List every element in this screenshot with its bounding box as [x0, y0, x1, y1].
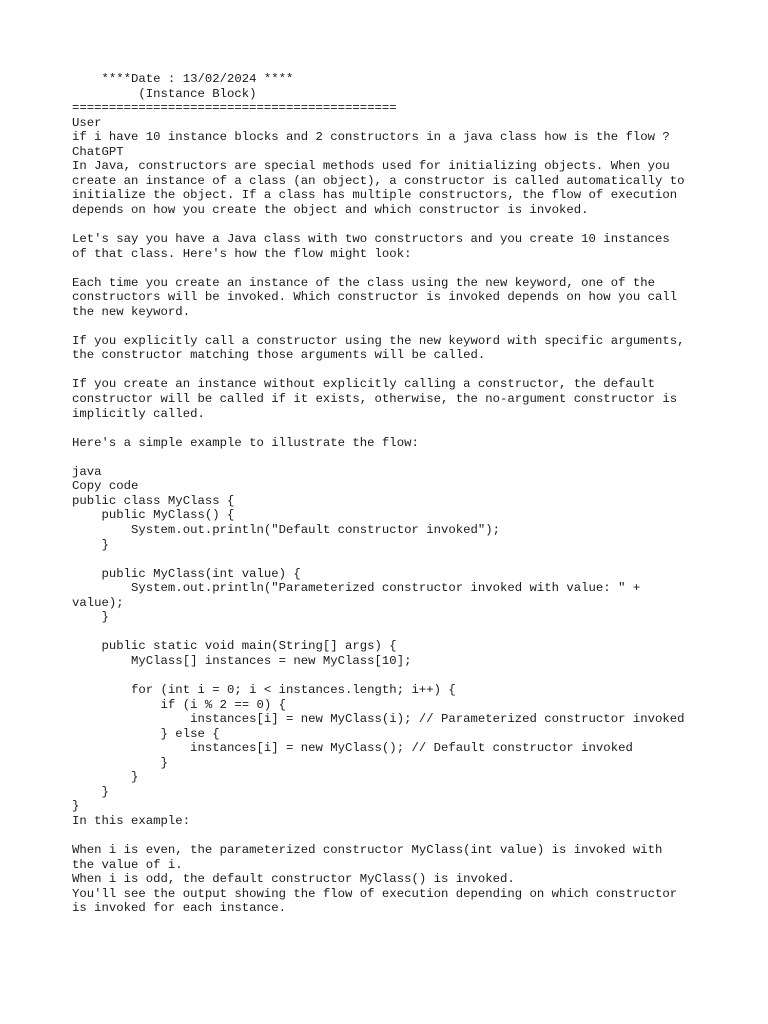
code-line: } — [72, 799, 80, 814]
code-line: } else { — [72, 726, 220, 741]
answer-text-line: Here's a simple example to illustrate the flow: — [72, 435, 419, 450]
blank-line — [72, 319, 712, 334]
answer-text-line: initialize the object. If a class has multiple constructors, the flow of execution — [72, 188, 678, 203]
answer-text-line: Each time you create an instance of the class using the new keyword, one of the — [72, 275, 655, 290]
code-line: public static void main(String[] args) { — [72, 639, 397, 654]
code-line: System.out.println("Default constructor invoked"); — [72, 522, 501, 537]
code-line: MyClass[] instances = new MyClass[10]; — [72, 653, 412, 668]
blank-line — [72, 421, 712, 436]
code-line: instances[i] = new MyClass(); // Default constructor invoked — [72, 741, 633, 756]
code-line: } — [72, 784, 109, 799]
separator-line: ============================================ — [72, 101, 397, 116]
copy-code-label: Copy code — [72, 479, 139, 494]
code-line: System.out.println("Parameterized constructor invoked with value: " + — [72, 581, 641, 596]
answer-text-line: constructors will be invoked. Which constructor is invoked depends on how you call — [72, 290, 678, 305]
blank-line — [72, 261, 712, 276]
code-line: } — [72, 770, 139, 785]
code-line: public MyClass() { — [72, 508, 235, 523]
code-line: instances[i] = new MyClass(i); // Parameterized constructor invoked — [72, 712, 685, 727]
speaker-label-assistant: ChatGPT — [72, 144, 124, 159]
speaker-label-user: User — [72, 115, 102, 130]
blank-line — [72, 828, 712, 843]
answer-text-line: is invoked for each instance. — [72, 901, 287, 916]
code-line: if (i % 2 == 0) { — [72, 697, 287, 712]
answer-text-line: of that class. Here's how the flow might look: — [72, 246, 412, 261]
answer-text-line: In this example: — [72, 813, 191, 828]
code-line — [72, 668, 712, 683]
document-page — [72, 72, 712, 916]
answer-text-line: When i is even, the parameterized constructor MyClass(int value) is invoked with — [72, 842, 663, 857]
code-line — [72, 552, 712, 567]
answer-text-line: You'll see the output showing the flow of execution depending on which constructor — [72, 886, 678, 901]
answer-text-line: create an instance of a class (an object), a constructor is called automatically to — [72, 173, 685, 188]
code-line: public MyClass(int value) { — [72, 566, 301, 581]
answer-text-line: constructor will be called if it exists, otherwise, the no-argument constructor is — [72, 392, 678, 407]
date-line: ****Date : 13/02/2024 **** — [72, 72, 294, 86]
code-line: } — [72, 610, 109, 625]
answer-text-line: If you create an instance without explicitly calling a constructor, the default — [72, 377, 655, 392]
blank-line — [72, 450, 712, 465]
code-language-label: java — [72, 464, 102, 479]
code-line: public class MyClass { — [72, 493, 235, 508]
blank-line — [72, 217, 712, 232]
answer-text-line: In Java, constructors are special methods used for initializing objects. When you — [72, 159, 670, 174]
answer-text-line: If you explicitly call a constructor using the new keyword with specific arguments, — [72, 333, 685, 348]
answer-text-line: the new keyword. — [72, 304, 191, 319]
answer-text-line: the constructor matching those arguments will be called. — [72, 348, 486, 363]
doc-subtitle: (Instance Block) — [72, 86, 257, 101]
answer-text-line: implicitly called. — [72, 406, 205, 421]
answer-text-line: the value of i. — [72, 857, 183, 872]
code-line: for (int i = 0; i < instances.length; i++) { — [72, 682, 456, 697]
code-line: } — [72, 755, 168, 770]
user-question: if i have 10 instance blocks and 2 constructors in a java class how is the flow ? — [72, 130, 670, 145]
code-line: } — [72, 537, 109, 552]
blank-line — [72, 363, 712, 378]
answer-text-line: Let's say you have a Java class with two constructors and you create 10 instances — [72, 232, 670, 247]
code-line — [72, 625, 712, 640]
answer-text-line: When i is odd, the default constructor MyClass() is invoked. — [72, 872, 515, 887]
answer-text-line: depends on how you create the object and which constructor is invoked. — [72, 202, 589, 217]
code-line: value); — [72, 595, 124, 610]
